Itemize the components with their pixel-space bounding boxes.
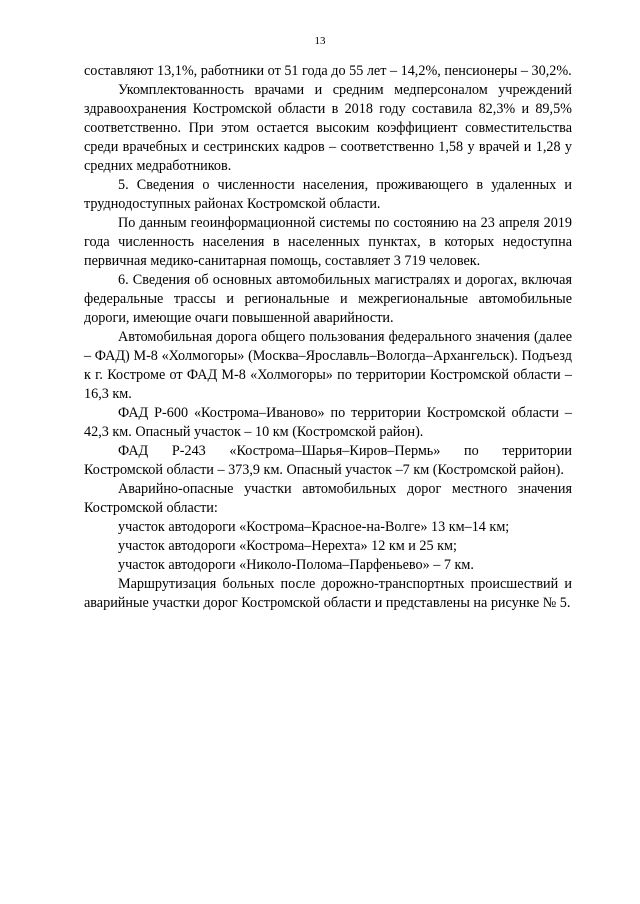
paragraph-fad-m8: Автомобильная дорога общего пользования федерального значения (далее – ФАД) М-8 «Холмогоры» (Москва–Ярославль–Вологда–Архангельск). Подъезд к г. Костроме от ФАД М-8 «Холмогоры» по территории Костромской области – 16,3 км. xyxy=(84,329,572,402)
list-item-road-segment-3: участок автодороги «Николо-Полома–Парфеньево» – 7 км. xyxy=(118,557,474,573)
page-number: 13 xyxy=(314,35,326,47)
document-body xyxy=(84,62,572,613)
list-item-road-segment-2: участок автодороги «Кострома–Нерехта» 12 км и 25 км; xyxy=(118,538,457,554)
paragraph-local-roads-heading: Аварийно-опасные участки автомобильных дорог местного значения Костромской области: xyxy=(84,481,572,516)
paragraph-staffing: Укомплектованность врачами и средним медперсоналом учреждений здравоохранения Костромской области в 2018 году составила 82,3% и 89,5% соответственно. При этом остается высоким коэффициент совместительства среди врачебных и сестринских кадров – соответственно 1,58 у врачей и 1,28 у средних медработников. xyxy=(84,82,572,174)
paragraph-routing-figure-ref: Маршрутизация больных после дорожно-транспортных происшествий и аварийные участки дорог Костромской области и представлены на рисунке № 5. xyxy=(84,576,572,611)
paragraph-workforce-age: составляют 13,1%, работники от 51 года до 55 лет – 14,2%, пенсионеры – 30,2%. xyxy=(84,63,572,79)
list-item-road-segment-1: участок автодороги «Кострома–Красное-на-Волге» 13 км–14 км; xyxy=(118,519,510,535)
paragraph-section-6-heading: 6. Сведения об основных автомобильных магистралях и дорогах, включая федеральные трассы и региональные и межрегиональные автомобильные дороги, имеющие очаги повышенной аварийности. xyxy=(84,272,572,326)
paragraph-remote-population: По данным геоинформационной системы по состоянию на 23 апреля 2019 года численность населения в населенных пунктах, в которых недоступна первичная медико-санитарная помощь, составляет 3 719 человек. xyxy=(84,215,572,269)
paragraph-fad-r243: ФАД Р-243 «Кострома–Шарья–Киров–Пермь» по территории Костромской области – 373,9 км. Опасный участок –7 км (Костромской район). xyxy=(84,443,572,478)
paragraph-fad-r600: ФАД Р-600 «Кострома–Иваново» по территории Костромской области – 42,3 км. Опасный участок – 10 км (Костромской район). xyxy=(84,405,572,440)
paragraph-section-5-heading: 5. Сведения о численности населения, проживающего в удаленных и труднодоступных районах Костромской области. xyxy=(84,177,572,212)
